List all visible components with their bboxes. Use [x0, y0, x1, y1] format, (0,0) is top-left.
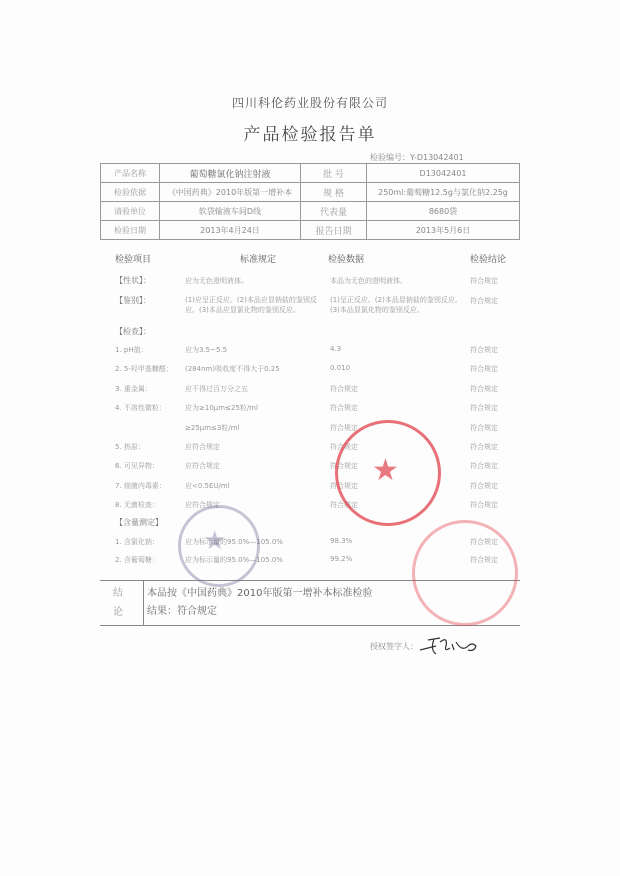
label: 产品名称	[101, 164, 160, 183]
section-assay: 【含量测定】	[115, 518, 163, 527]
result: 符合规定	[470, 277, 498, 285]
result: 符合规定	[470, 346, 498, 354]
item: 1. pH值：	[115, 346, 148, 354]
item: 【鉴别】：	[115, 296, 151, 305]
result: 符合规定	[470, 297, 498, 305]
label: 报告日期	[301, 221, 367, 240]
data: 符合规定	[330, 443, 358, 451]
standard: 应不得过百万分之五	[185, 384, 248, 393]
item: 3. 重金属：	[115, 384, 152, 393]
result: 符合规定	[470, 556, 498, 564]
data: 99.2%	[330, 555, 353, 563]
standard: 应<0.5EU/ml	[185, 481, 230, 490]
basis: 《中国药典》2010年版第一增补本	[160, 183, 301, 202]
requester: 软袋输液车间D线	[160, 202, 301, 221]
header-item: 检验项目	[115, 255, 152, 265]
signature-label: 授权签字人：	[370, 642, 418, 651]
data: (1)呈正反应。(2)本品显钠盐的鉴别反应。(3)本品显氯化物的鉴别反应。	[330, 296, 462, 314]
batch-no: D13042401	[367, 164, 520, 183]
signature	[418, 632, 483, 662]
company-name: 四川科伦药业股份有限公司	[231, 96, 388, 110]
report-title: 产品检验报告单	[243, 125, 377, 145]
conclusion-label: 论	[113, 607, 123, 618]
standard: 应符合规定	[185, 443, 220, 451]
gray-inspection-stamp	[178, 505, 260, 587]
star-icon: ★	[372, 453, 399, 488]
item: 2. 含葡萄糖：	[115, 556, 159, 564]
item: 5. 热原：	[115, 443, 145, 451]
header-data: 检验数据	[328, 255, 365, 265]
red-official-stamp	[335, 420, 441, 526]
product-info-table	[100, 163, 520, 240]
item: 4. 不溶性微粒：	[115, 404, 166, 413]
standard: 应符合规定	[185, 501, 220, 510]
label: 检验日期	[101, 221, 160, 240]
data: 符合规定	[330, 404, 358, 413]
standard: 应为无色澄明液体。	[185, 277, 248, 285]
header-standard: 标准规定	[240, 255, 277, 265]
conclusion-text: 本品按《中国药典》2010年版第一增补本标准检验	[147, 588, 373, 599]
header-result: 检验结论	[470, 255, 507, 265]
red-stamp-faded	[412, 520, 518, 626]
result: 符合规定	[470, 365, 498, 374]
data: 符合规定	[330, 501, 358, 510]
data: 符合规定	[330, 423, 358, 432]
data: 98.3%	[330, 537, 353, 545]
data: 符合规定	[330, 462, 358, 471]
item: 【性状】：	[115, 276, 151, 285]
result: 符合规定	[470, 462, 498, 471]
standard: 应为标示量的95.0%—105.0%	[185, 538, 283, 546]
item: 6. 可见异物：	[115, 462, 159, 471]
result: 符合规定	[470, 501, 498, 510]
data: 本品为无色的澄明液体。	[330, 277, 407, 285]
divider	[143, 580, 144, 625]
label: 代表量	[301, 202, 367, 221]
star-icon: ★	[203, 526, 227, 556]
report-number: 检验编号：Y-D13042401	[370, 153, 464, 162]
label: 规 格	[301, 183, 367, 202]
data: 符合规定	[330, 384, 358, 393]
quantity: 8680袋	[367, 202, 520, 221]
result: 符合规定	[470, 423, 498, 432]
standard: 应为标示量的95.0%—105.0%	[185, 556, 283, 564]
item: 8. 无菌检查：	[115, 501, 159, 510]
standard: 应为≥10μm≤25粒/ml	[185, 404, 258, 413]
result: 符合规定	[470, 538, 498, 546]
data: 符合规定	[330, 481, 358, 490]
conclusion-label: 结	[113, 588, 123, 599]
report-date: 2013年5月6日	[367, 221, 520, 240]
data: 4.3	[330, 345, 342, 353]
label: 检验依据	[101, 183, 160, 202]
label: 请验单位	[101, 202, 160, 221]
conclusion-result: 结果：符合规定	[147, 606, 217, 617]
spec: 250ml:葡萄糖12.5g与氯化钠2.25g	[367, 183, 520, 202]
result: 符合规定	[470, 384, 498, 393]
standard: 应为3.5~5.5	[185, 346, 228, 354]
item: 7. 细菌内毒素：	[115, 481, 166, 490]
test-date: 2013年4月24日	[160, 221, 301, 240]
section-check: 【检查】：	[115, 327, 151, 336]
standard: (1)应呈正反应。(2)本品应显钠盐的鉴别反应。(3)本品应显氯化物的鉴别反应。	[185, 296, 317, 314]
standard: 应符合规定	[185, 462, 220, 471]
item: 2. 5-羟甲基糠醛：	[115, 365, 173, 374]
data: 0.010	[330, 364, 351, 373]
result: 符合规定	[470, 481, 498, 490]
standard: ≥25μm≤3粒/ml	[185, 423, 240, 432]
product-name: 葡萄糖氯化钠注射液	[160, 164, 301, 183]
standard: (284nm)吸收度不得大于0.25	[185, 365, 280, 374]
result: 符合规定	[470, 443, 498, 451]
item: 1. 含氯化钠：	[115, 538, 159, 546]
result: 符合规定	[470, 404, 498, 413]
label: 批 号	[301, 164, 367, 183]
